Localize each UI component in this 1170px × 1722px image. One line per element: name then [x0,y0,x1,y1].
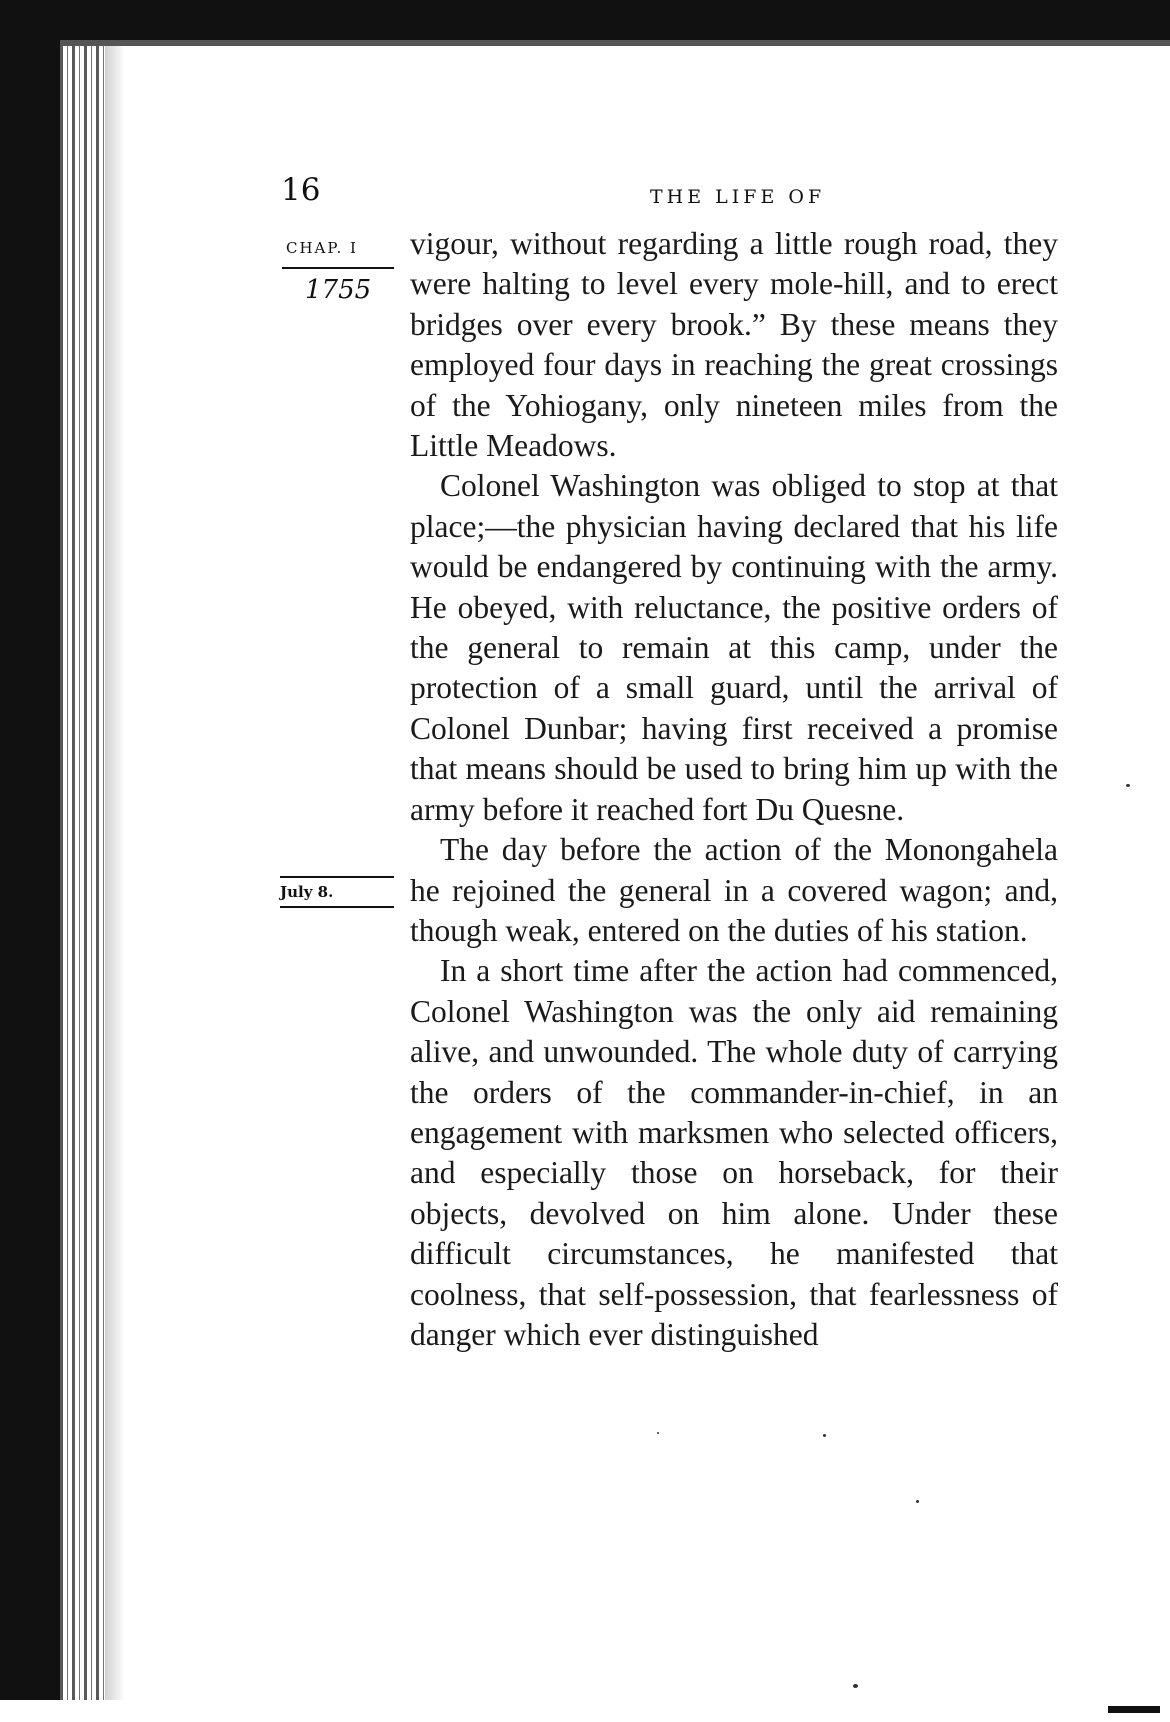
scan-speck [916,1500,919,1503]
running-head: THE LIFE OF [650,186,826,208]
paragraph-1: vigour, without regarding a little rough road, they were halting to level every mole-hill, and to erect bridges over every brook.” By these means they employed four days in reaching the great crossings of the Yohiogany, only nineteen miles from the Little Meadows. [410,226,1058,464]
main-text [410,224,1058,1355]
paragraph-3: The day before the action of the Monongahela he rejoined the general in a covered wagon; and, though weak, entered on the duties of his station. [410,832,1058,948]
margin-year: 1755 [305,275,372,305]
scan-top-border [60,0,1170,40]
binding-gutter [60,0,105,1700]
scan-corner-mark [1108,1706,1160,1713]
gutter-shadow [105,0,125,1700]
scan-speck [823,1434,826,1437]
scan-top-border-edge [60,40,1170,46]
book-spine-shadow [0,0,60,1700]
paragraph-4: In a short time after the action had commenced, Colonel Washington was the only aid remaining alive, and unwounded. The whole duty of carrying the orders of the commander-in-chief, in an engagement with marksmen who selected officers, and especially those on horseback, for their objects, devolved on him alone. Under these difficult circumstances, he manifested that coolness, that self-possession, that fearlessness of danger which ever distinguished [410,953,1058,1352]
margin-rule [282,267,394,269]
scan-speck [853,1684,858,1688]
margin-chapter-label: CHAP. I [286,239,358,257]
margin-rule [280,876,394,878]
scan-speck [657,1432,659,1434]
margin-date-note: July 8. [280,883,334,901]
page-number: 16 [281,172,321,208]
paragraph-2: Colonel Washington was obliged to stop at that place;—the physician having declared that his life would be endangered by continuing with the army. He obeyed, with reluctance, the positive orders of the general to remain at this camp, under the protection of a small guard, until the arrival of Colonel Dunbar; having first received a promise that means should be used to bring him up with the army before it reached fort Du Quesne. [410,468,1058,827]
margin-rule [280,906,394,908]
scan-speck [1126,784,1130,787]
